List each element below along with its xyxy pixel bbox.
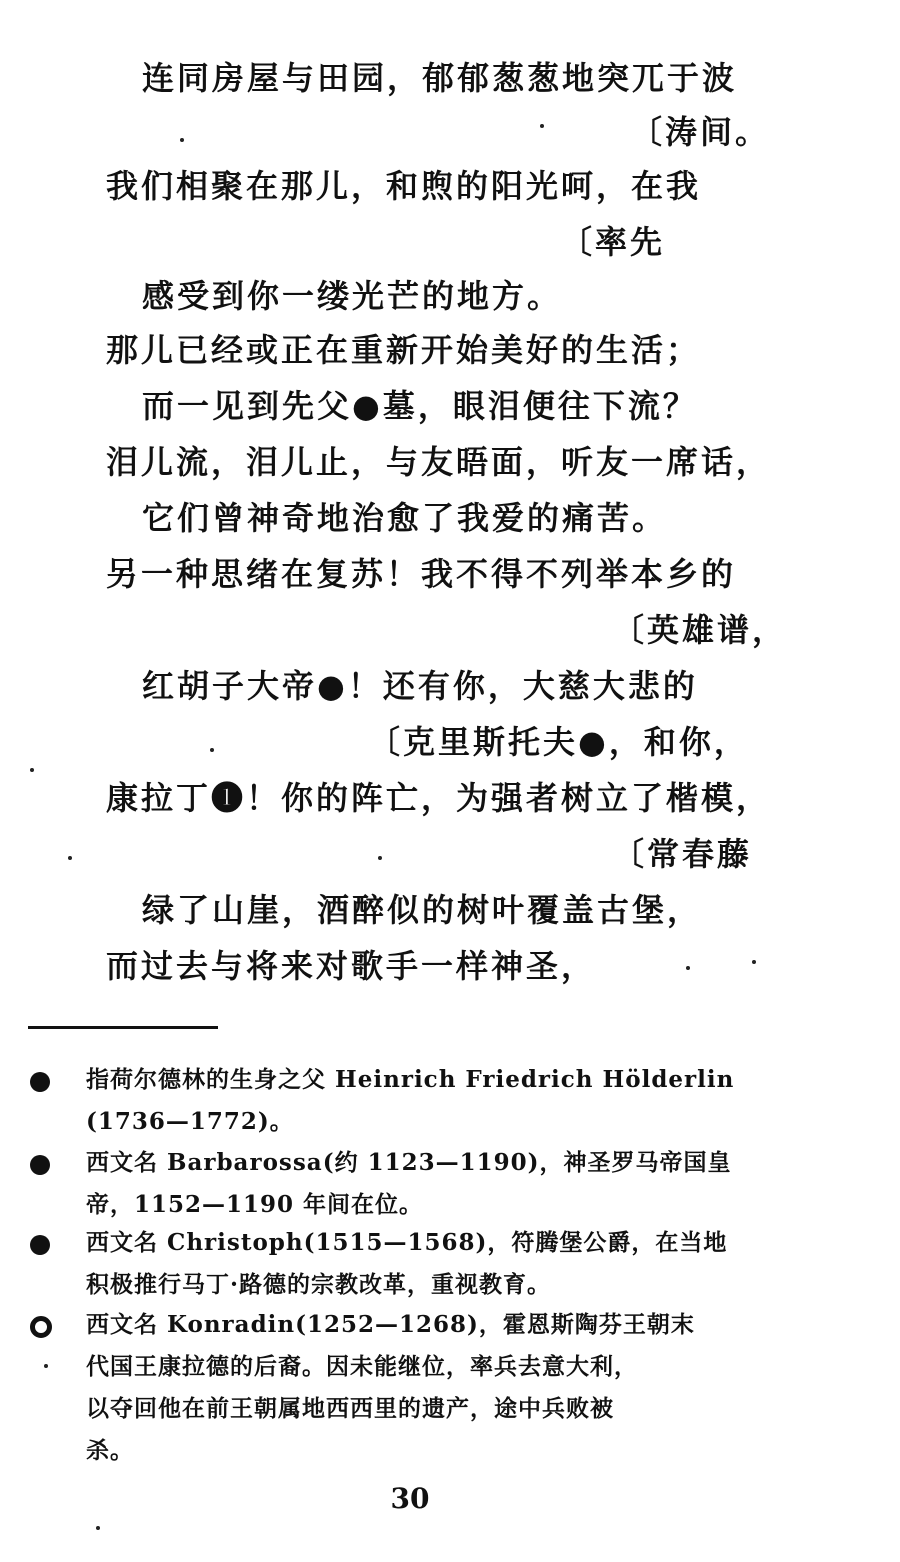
page-number: 30 <box>390 1482 430 1515</box>
poem-line: 而一见到先父●墓，眼泪便往下流？ <box>142 387 698 425</box>
poem-line: 泪儿流，泪儿止，与友晤面，听友一席话， <box>106 443 772 481</box>
footnote-line: 帝，1152—1190 年间在位。 <box>86 1191 424 1218</box>
poem-line: 红胡子大帝●！还有你，大慈大悲的 <box>142 667 698 705</box>
footnote-line: 西文名 Konradin(1252—1268)，霍恩斯陶芬王朝末 <box>86 1311 695 1338</box>
poem-line: 感受到你一缕光芒的地方。 <box>142 277 563 315</box>
footnote-line: 西文名 Barbarossa(约 1123—1190)，神圣罗马帝国皇 <box>86 1149 732 1176</box>
footnote-marker-2 <box>30 1155 50 1175</box>
footnote-line: 以夺回他在前王朝属地西西里的遗产，途中兵败被 <box>86 1395 614 1422</box>
footnote-line: (1736—1772)。 <box>86 1108 294 1135</box>
poem-line: 绿了山崖，酒醉似的树叶覆盖古堡， <box>142 891 703 929</box>
poem-line: 〔常春藤 <box>612 835 753 873</box>
footnote-line: 杀。 <box>86 1437 134 1464</box>
footnote-marker-1 <box>30 1072 50 1092</box>
scan-speck <box>752 960 756 964</box>
footnote-line: 积极推行马丁·路德的宗教改革，重视教育。 <box>86 1271 552 1298</box>
poem-line: 那儿已经或正在重新开始美好的生活； <box>106 331 702 369</box>
poem-line: 另一种思绪在复苏！我不得不列举本乡的 <box>106 555 737 593</box>
footnote-line: 西文名 Christoph(1515—1568)，符腾堡公爵，在当地 <box>86 1229 728 1256</box>
poem-line: 而过去与将来对歌手一样神圣， <box>106 947 597 985</box>
scan-speck <box>30 768 34 772</box>
scan-speck <box>44 1364 48 1368</box>
poem-line: 〔英雄谱， <box>612 611 788 649</box>
scan-speck <box>686 966 690 970</box>
poem-line: 连同房屋与田园，郁郁葱葱地突兀于波 <box>142 59 738 97</box>
poem-line: 它们曾神奇地治愈了我爱的痛苦。 <box>142 499 668 537</box>
footnote-marker-4 <box>30 1316 52 1338</box>
poem-line: 我们相聚在那儿，和煦的阳光呵，在我 <box>106 167 702 205</box>
poem-line: 〔涛间。 <box>630 113 771 151</box>
poem-line: 康拉丁❶！你的阵亡，为强者树立了楷模， <box>106 779 772 817</box>
footnote-line: 指荷尔德林的生身之父 Heinrich Friedrich Hölderlin <box>86 1066 735 1093</box>
scan-speck <box>96 1526 100 1530</box>
scan-speck <box>378 856 382 860</box>
scan-speck <box>540 124 544 128</box>
poem-line: 〔率先 <box>560 223 666 261</box>
scan-speck <box>68 856 72 860</box>
footnote-separator <box>28 1026 218 1029</box>
scan-speck <box>180 138 184 142</box>
footnote-marker-3 <box>30 1235 50 1255</box>
poem-line: 〔克里斯托夫●，和你， <box>368 723 749 761</box>
footnote-line: 代国王康拉德的后裔。因未能继位，率兵去意大利， <box>86 1353 638 1380</box>
scan-speck <box>210 748 214 752</box>
